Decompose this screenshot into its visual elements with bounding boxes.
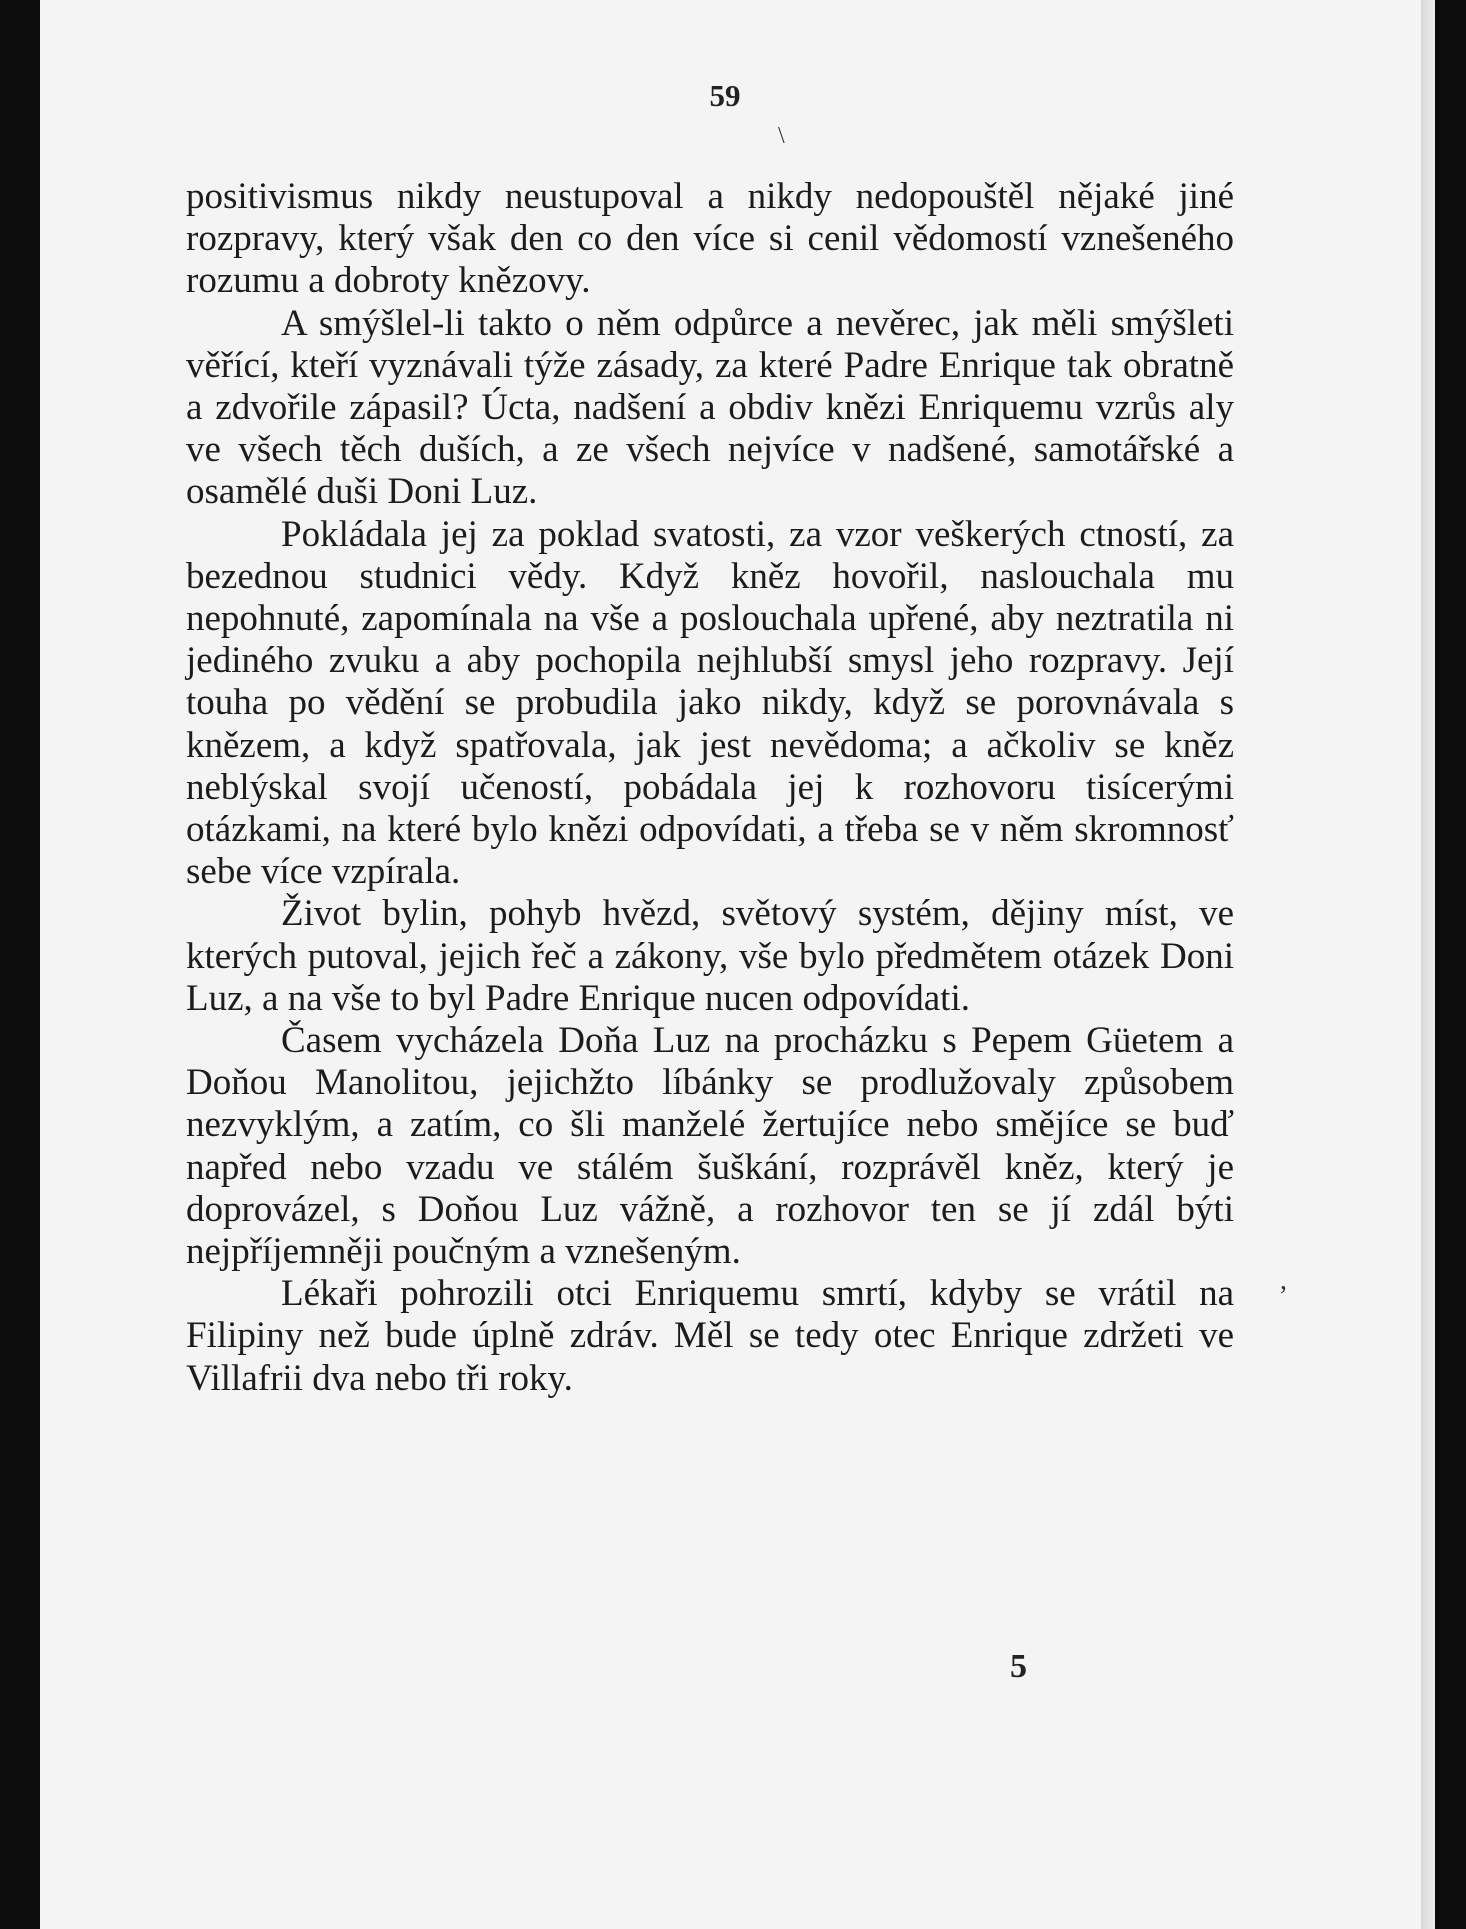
paragraph: Pokládala jej za poklad svatosti, za vzor veškerých ctností, za bezednou studnici vědy. Když kněz hovořil, naslouchala mu nepohnuté, zapomínala na vše a poslouchala upřené, aby neztratila ni jediného zvuku a aby pochopila nejhlubší smysl jeho rozpravy. Její touha po vědění se probudila jako nikdy, když se porovnávala s knězem, a když spatřovala, jak jest nevědoma; a ačkoliv se kněz neblýskal svojí učeností, pobádala jej k rozhovoru tisícerými otázkami, na které bylo knězi odpovídati, a třeba se v něm skromnosť sebe více vzpírala.	[186, 513, 1234, 893]
paragraph: A smýšlel-li takto o něm odpůrce a nevěrec, jak měli smýšleti věřící, kteří vyznávali týže zásady, za které Padre Enrique tak obratně a zdvořile zápasil? Úcta, nadšení a obdiv knězi Enriquemu vzrůs aly ve všech těch duších, a ze všech nejvíce v nadšené, samotářské a osamělé duši Doni Luz.	[186, 302, 1234, 513]
body-text	[186, 176, 1234, 1400]
paragraph: positivismus nikdy neustupoval a nikdy nedopouštěl nějaké jiné rozpravy, který však den co den více si cenil vědomostí vznešeného rozumu a dobroty knězovy.	[186, 176, 1234, 302]
stray-mark: ,	[1280, 1265, 1287, 1296]
signature-mark: 5	[1010, 1648, 1027, 1685]
paragraph: Život bylin, pohyb hvězd, světový systém, dějiny míst, ve kterých putoval, jejich řeč a zákony, vše bylo předmětem otázek Doni Luz, a na vše to byl Padre Enrique nucen odpovídati.	[186, 893, 1234, 1019]
page-number: 59	[709, 78, 741, 113]
paragraph: Časem vycházela Doňa Luz na procházku s Pepem Güetem a Doňou Manolitou, jejichžto líbánky se prodlužovaly způsobem nezvyklým, a zatím, co šli manželé žertujíce nebo smějíce se buď napřed nebo vzadu ve stálém šuškání, rozprávěl kněz, který je doprovázel, s Doňou Luz vážně, a rozhovor ten se jí zdál býti nejpříjemněji poučným a vznešeným.	[186, 1020, 1234, 1273]
paragraph: Lékaři pohrozili otci Enriquemu smrtí, kdyby se vrátil na Filipiny než bude úplně zdráv. Měl se tedy otec Enrique zdržeti ve Villafrii dva nebo tři roky.	[186, 1273, 1234, 1399]
page-spine-edge	[1421, 0, 1435, 1929]
stray-mark: \	[778, 123, 785, 149]
